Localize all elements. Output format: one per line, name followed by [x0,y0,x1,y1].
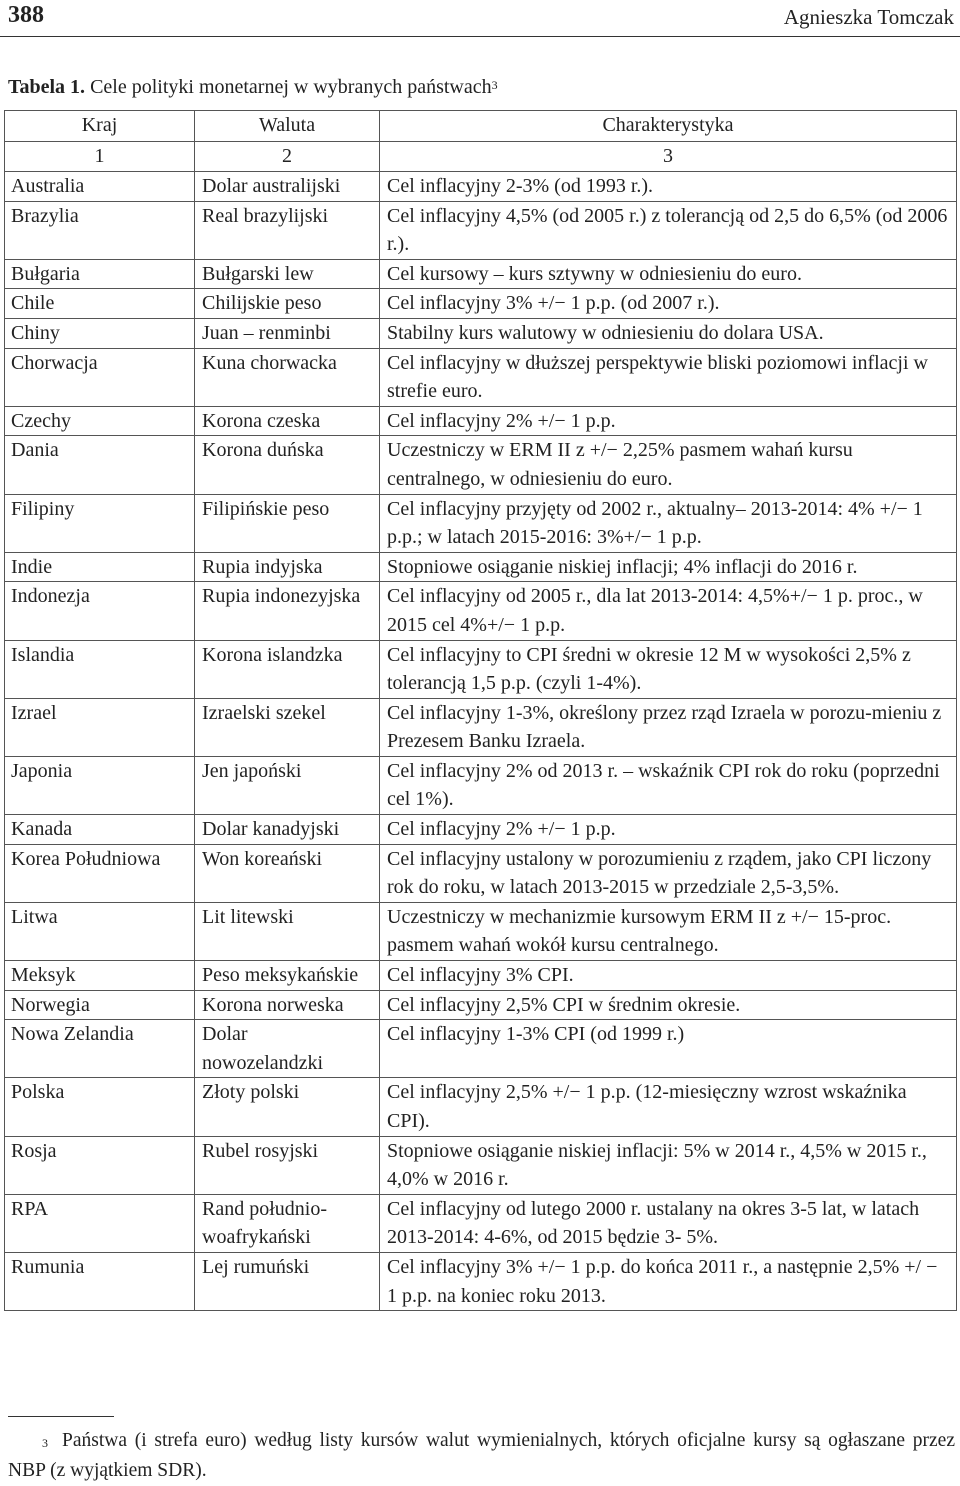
table-row [5,172,957,202]
cell-characteristics: Cel inflacyjny 3% +/− 1 p.p. do końca 2011 r., a następnie 2,5% +/ − 1 p.p. na koniec roku 2013. [380,1252,957,1310]
table-row [5,640,957,698]
table-row [5,494,957,552]
page-number: 388 [8,2,44,28]
cell-characteristics: Cel inflacyjny 2% +/− 1 p.p. [380,406,957,436]
cell-currency: Real brazylijski [195,201,380,259]
cell-country: Litwa [5,902,195,960]
cell-country: Nowa Zelandia [5,1020,195,1078]
table-row [5,844,957,902]
cell-country: Australia [5,172,195,202]
cell-currency: Rupia indyjska [195,552,380,582]
cell-characteristics: Cel inflacyjny 1-3% CPI (od 1999 r.) [380,1020,957,1078]
cell-currency: Filipińskie peso [195,494,380,552]
footnote [8,1426,955,1486]
cell-currency: Jen japoński [195,756,380,814]
cell-country: Chiny [5,318,195,348]
cell-currency: Peso meksykańskie [195,961,380,991]
caption-footnote-mark: 3 [491,78,498,92]
cell-country: Rosja [5,1136,195,1194]
header-characteristics: Charakterystyka [380,111,957,142]
cell-country: Kanada [5,815,195,845]
cell-country: Dania [5,436,195,494]
cell-country: Chile [5,289,195,319]
cell-characteristics: Cel inflacyjny 2-3% (od 1993 r.). [380,172,957,202]
cell-country: Filipiny [5,494,195,552]
cell-currency: Kuna chorwacka [195,348,380,406]
cell-characteristics: Cel kursowy – kurs sztywny w odniesieniu do euro. [380,259,957,289]
header-currency: Waluta [195,111,380,142]
table-row [5,756,957,814]
table-row [5,698,957,756]
column-number: 1 [5,141,195,172]
cell-currency: Won koreański [195,844,380,902]
header-country: Kraj [5,111,195,142]
column-number: 2 [195,141,380,172]
table-row [5,406,957,436]
cell-characteristics: Cel inflacyjny ustalony w porozumieniu z rządem, jako CPI liczony rok do roku, w latach 2013-2015 w przedziale 2,5-3,5%. [380,844,957,902]
table-row [5,902,957,960]
cell-country: Japonia [5,756,195,814]
column-number-row [5,141,957,172]
cell-characteristics: Cel inflacyjny przyjęty od 2002 r., aktualny– 2013-2014: 4% +/− 1 p.p.; w latach 2015-2016: 3%+/− 1 p.p. [380,494,957,552]
table-row [5,1194,957,1252]
cell-country: Izrael [5,698,195,756]
cell-currency: Rubel rosyjski [195,1136,380,1194]
table-row [5,552,957,582]
cell-characteristics: Stopniowe osiąganie niskiej inflacji; 4% inflacji do 2016 r. [380,552,957,582]
caption-label: Tabela 1. [8,76,86,98]
cell-country: Korea Południowa [5,844,195,902]
cell-country: Bułgaria [5,259,195,289]
monetary-policy-table [4,110,957,1311]
footnote-divider [8,1416,114,1417]
cell-characteristics: Uczestniczy w mechanizmie kursowym ERM II z +/− 15-proc. pasmem wahań wokół kursu centralnego. [380,902,957,960]
table-row [5,201,957,259]
table-row [5,1020,957,1078]
cell-country: Islandia [5,640,195,698]
cell-currency: Lej rumuński [195,1252,380,1310]
cell-currency: Bułgarski lew [195,259,380,289]
table-row [5,582,957,640]
cell-country: Norwegia [5,990,195,1020]
cell-characteristics: Cel inflacyjny od 2005 r., dla lat 2013-2014: 4,5%+/− 1 p. proc., w 2015 cel 4%+/− 1 p.p. [380,582,957,640]
caption-title: Cele polityki monetarnej w wybranych państwach [90,76,492,98]
table-row [5,436,957,494]
cell-characteristics: Cel inflacyjny 3% CPI. [380,961,957,991]
cell-country: RPA [5,1194,195,1252]
cell-characteristics: Stopniowe osiąganie niskiej inflacji: 5% w 2014 r., 4,5% w 2015 r., 4,0% w 2016 r. [380,1136,957,1194]
cell-characteristics: Cel inflacyjny 1-3%, określony przez rząd Izraela w porozu-mieniu z Prezesem Banku Izraela. [380,698,957,756]
cell-currency: Korona norweska [195,990,380,1020]
table-row [5,1136,957,1194]
cell-characteristics: Cel inflacyjny od lutego 2000 r. ustalany na okres 3-5 lat, w latach 2013-2014: 4-6%, od 2015 będzie 3- 5%. [380,1194,957,1252]
running-head-author: Agnieszka Tomczak [783,5,954,29]
table-row [5,348,957,406]
cell-country: Meksyk [5,961,195,991]
cell-country: Chorwacja [5,348,195,406]
cell-currency: Chilijskie peso [195,289,380,319]
page-header [0,0,960,37]
header-row [5,111,957,142]
cell-characteristics: Cel inflacyjny 2,5% +/− 1 p.p. (12-miesięczny wzrost wskaźnika CPI). [380,1078,957,1136]
cell-currency: Złoty polski [195,1078,380,1136]
cell-currency: Dolar kanadyjski [195,815,380,845]
table-caption [8,72,498,102]
cell-currency: Rand południo-woafrykański [195,1194,380,1252]
footnote-mark: 3 [42,1436,48,1450]
cell-country: Czechy [5,406,195,436]
footnote-text: Państwa (i strefa euro) według listy kursów walut wymienialnych, których oficjalne kursy są ogłaszane przez NBP (z wyjątkiem SDR). [8,1430,955,1481]
cell-currency: Lit litewski [195,902,380,960]
table-row [5,1078,957,1136]
cell-characteristics: Cel inflacyjny 3% +/− 1 p.p. (od 2007 r.). [380,289,957,319]
table-body [5,172,957,1311]
cell-currency: Korona islandzka [195,640,380,698]
cell-characteristics: Cel inflacyjny to CPI średni w okresie 12 M w wysokości 2,5% z tolerancją 1,5 p.p. (czyli 1-4%). [380,640,957,698]
cell-characteristics: Cel inflacyjny 2% +/− 1 p.p. [380,815,957,845]
cell-characteristics: Cel inflacyjny w dłuższej perspektywie bliski poziomowi inflacji w strefie euro. [380,348,957,406]
cell-currency: Korona czeska [195,406,380,436]
cell-country: Indonezja [5,582,195,640]
cell-currency: Dolar australijski [195,172,380,202]
table-row [5,961,957,991]
cell-currency: Izraelski szekel [195,698,380,756]
table-row [5,815,957,845]
cell-characteristics: Cel inflacyjny 4,5% (od 2005 r.) z tolerancją od 2,5 do 6,5% (od 2006 r.). [380,201,957,259]
cell-characteristics: Uczestniczy w ERM II z +/− 2,25% pasmem wahań kursu centralnego, w odniesieniu do euro. [380,436,957,494]
cell-country: Polska [5,1078,195,1136]
cell-country: Indie [5,552,195,582]
cell-currency: Korona duńska [195,436,380,494]
cell-currency: Dolar nowozelandzki [195,1020,380,1078]
table-header [5,111,957,172]
table-row [5,1252,957,1310]
cell-currency: Rupia indonezyjska [195,582,380,640]
cell-characteristics: Stabilny kurs walutowy w odniesieniu do dolara USA. [380,318,957,348]
table-row [5,318,957,348]
cell-currency: Juan – renminbi [195,318,380,348]
table-row [5,259,957,289]
table-row [5,990,957,1020]
cell-characteristics: Cel inflacyjny 2% od 2013 r. – wskaźnik CPI rok do roku (poprzedni cel 1%). [380,756,957,814]
table-row [5,289,957,319]
cell-country: Brazylia [5,201,195,259]
cell-country: Rumunia [5,1252,195,1310]
column-number: 3 [380,141,957,172]
cell-characteristics: Cel inflacyjny 2,5% CPI w średnim okresie. [380,990,957,1020]
